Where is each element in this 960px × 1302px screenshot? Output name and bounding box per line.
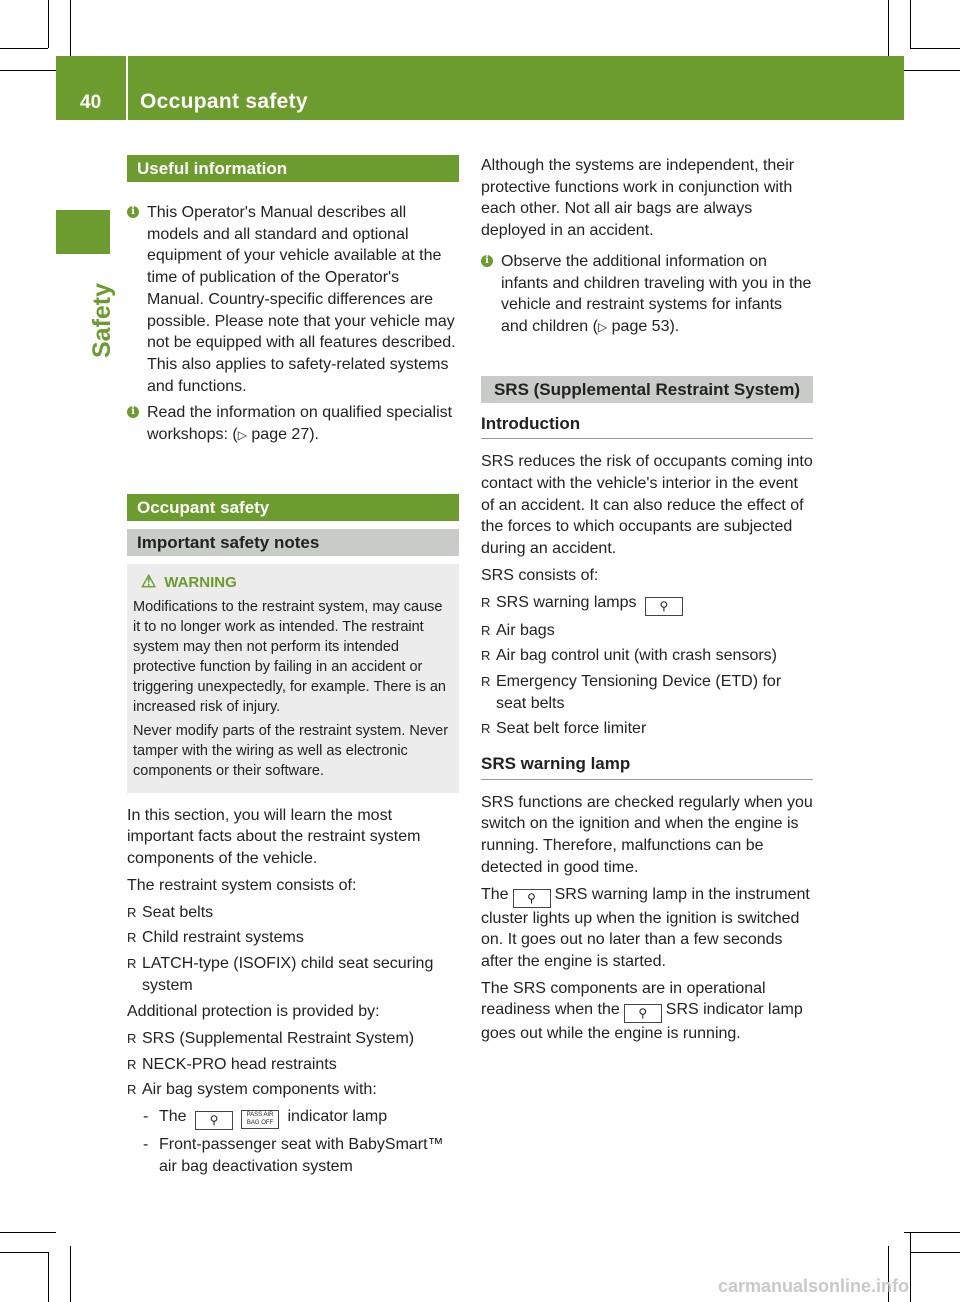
- subsection-heading: Important safety notes: [127, 529, 459, 556]
- list-item: - Front-passenger seat with BabySmart™ air bag deactivation system: [127, 1134, 459, 1177]
- info-icon: i: [481, 255, 493, 267]
- header-divider: [126, 56, 128, 120]
- bullet-list: [127, 902, 459, 997]
- list-item: R Air bags: [481, 620, 813, 642]
- dash-list: [127, 1106, 459, 1177]
- page-ref-link[interactable]: page 53).: [611, 317, 680, 335]
- side-section-label: Safety: [88, 282, 116, 358]
- body-paragraph: SRS functions are checked regularly when you switch on the ignition and when the engine is running. Therefore, malfunctions can be detected in good time.: [481, 793, 813, 876]
- page-ref-arrow-icon: ▷: [237, 428, 247, 443]
- list-item: R Child restraint systems: [127, 927, 459, 949]
- bullet-list: [127, 1028, 459, 1101]
- list-item: R Emergency Tensioning Device (ETD) for seat belts: [481, 671, 813, 714]
- crop-mark: [910, 48, 960, 49]
- list-item: R Seat belt force limiter: [481, 718, 813, 740]
- left-column: [127, 155, 459, 1183]
- body-paragraph: The restraint system consists of:: [127, 876, 357, 894]
- warning-triangle-icon: ⚠: [141, 571, 157, 591]
- list-item-text: The: [159, 1108, 187, 1126]
- info-text: Read the information on qualified specialist workshops: (: [147, 404, 453, 444]
- info-icon: i: [127, 206, 139, 218]
- paragraph-text: SRS indicator lamp goes out while the engine is running.: [481, 1001, 803, 1043]
- list-item: R SRS (Supplemental Restraint System): [127, 1028, 459, 1050]
- crop-mark: [904, 70, 960, 71]
- warning-title: WARNING: [164, 573, 237, 591]
- pass-airbag-off-icon: PASS AIR BAG OFF: [241, 1110, 279, 1129]
- list-item: R NECK-PRO head restraints: [127, 1054, 459, 1076]
- right-column: [481, 155, 813, 1050]
- body-paragraph: [481, 978, 813, 1045]
- watermark: carmanualsonline.info: [718, 1276, 910, 1296]
- srs-warning-lamp-heading: SRS warning lamp: [481, 753, 813, 780]
- info-note: [481, 251, 813, 339]
- list-item: R Seat belts: [127, 902, 459, 924]
- crop-mark: [0, 1252, 48, 1253]
- info-note: [127, 402, 459, 446]
- warning-text: Never modify parts of the restraint system. Never tamper with the wiring as well as electronic components or their software.: [133, 722, 449, 779]
- body-paragraph: In this section, you will learn the most important facts about the restraint system components of the vehicle.: [127, 806, 421, 868]
- list-item: R Air bag system components with:: [127, 1079, 459, 1101]
- crop-mark: [904, 1232, 960, 1233]
- srs-warning-lamp-icon: ⚲: [513, 889, 551, 908]
- page-ref-link[interactable]: page 27).: [251, 426, 319, 444]
- bullet-list: [481, 592, 813, 741]
- paragraph-text: SRS warning lamp in the instrument cluster lights up when the ignition is switched on. It goes out no later than a few seconds after the engine is started.: [481, 885, 810, 970]
- crop-mark: [70, 0, 71, 56]
- info-text: This Operator's Manual describes all models and all standard and optional equipment of your vehicle available at the time of publication of the Operator's Manual. Country-specific differences are possible. Please note that your vehicle may not be equipped with all features described. This also applies to safety-related systems and functions.: [147, 204, 456, 395]
- crop-mark: [0, 70, 56, 71]
- list-item: R LATCH-type (ISOFIX) child seat securing system: [127, 953, 459, 996]
- paragraph-text: The: [481, 885, 509, 903]
- srs-heading: SRS (Supplemental Restraint System): [481, 376, 813, 403]
- list-item: R Air bag control unit (with crash sensors): [481, 645, 813, 667]
- crop-mark: [910, 0, 911, 48]
- list-item-text: indicator lamp: [287, 1108, 388, 1126]
- page-ref-arrow-icon: ▷: [597, 319, 608, 334]
- useful-info-heading: Useful information: [127, 155, 459, 182]
- crop-mark: [48, 0, 49, 48]
- srs-indicator-lamp-icon: ⚲: [624, 1004, 662, 1023]
- crop-mark: [910, 1232, 911, 1302]
- warning-box: [127, 564, 459, 793]
- paragraph-text: The SRS components are in operational readiness when the: [481, 979, 766, 1019]
- crop-mark: [910, 1252, 960, 1253]
- list-item: [127, 1106, 459, 1130]
- body-paragraph: SRS reduces the risk of occupants coming into contact with the vehicle's interior in the event of an accident. It can also reduce the effect of the forces to which occupants are subjected during an accident.: [481, 453, 813, 558]
- introduction-heading: Introduction: [481, 413, 813, 440]
- crop-mark: [888, 0, 889, 56]
- srs-warning-lamp-icon: ⚲: [645, 597, 683, 616]
- page-number: 40: [80, 92, 102, 113]
- side-tab-block: [56, 210, 110, 254]
- crop-mark: [70, 1246, 71, 1302]
- child-seat-airbag-icon: ⚲: [195, 1111, 233, 1130]
- info-icon: i: [127, 406, 139, 418]
- crop-mark: [0, 1232, 56, 1233]
- info-text: Observe the additional information on infants and children traveling with you in the vehicle and restraint systems for infants and children (: [501, 252, 812, 335]
- info-note: [127, 202, 459, 397]
- body-paragraph: [481, 884, 813, 973]
- body-paragraph: Additional protection is provided by:: [127, 1003, 380, 1021]
- warning-text: Modifications to the restraint system, may cause it to no longer work as intended. The restraint system may then not perform its intended protective function by failing in an accident or triggering unexpectedly, for example. There is an increased risk of injury.: [133, 598, 446, 715]
- list-item: [481, 592, 813, 616]
- body-paragraph: SRS consists of:: [481, 566, 599, 584]
- crop-mark: [0, 48, 48, 49]
- warning-header: [141, 572, 453, 593]
- page-title: Occupant safety: [140, 90, 308, 113]
- list-item-text: SRS warning lamps: [496, 593, 637, 611]
- crop-mark: [48, 1252, 49, 1302]
- body-paragraph: Although the systems are independent, their protective functions work in conjunction with each other. Not all air bags are always deployed in an accident.: [481, 157, 795, 240]
- section-heading: Occupant safety: [127, 494, 459, 521]
